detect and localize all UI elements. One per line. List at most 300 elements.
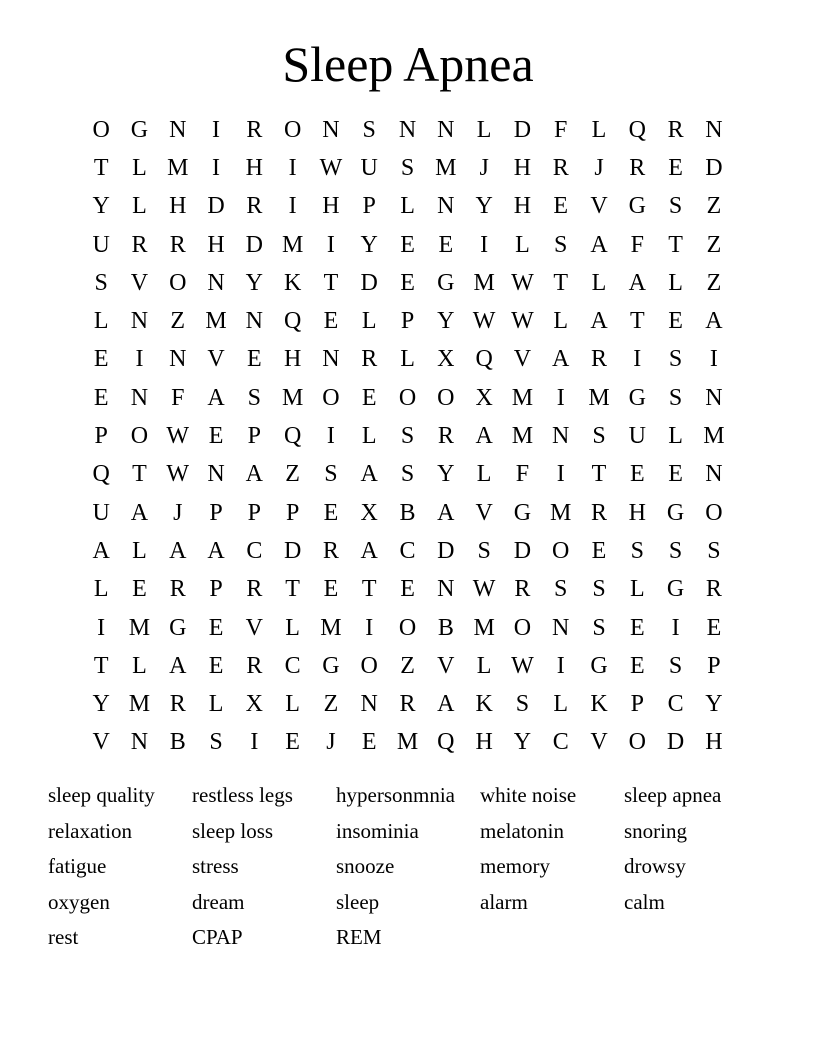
word-list-item: sleep quality <box>48 783 155 807</box>
grid-letter: V <box>130 269 149 296</box>
grid-letter: W <box>319 154 343 181</box>
grid-letter: A <box>207 384 225 411</box>
grid-letter: D <box>360 269 378 296</box>
grid-letter: Z <box>706 193 722 220</box>
grid-letter: F <box>630 231 644 258</box>
grid-letter: L <box>668 269 683 296</box>
grid-letter: E <box>323 499 339 526</box>
grid-letter: R <box>169 691 186 718</box>
grid-letter: B <box>169 729 186 756</box>
grid-letter: A <box>130 499 149 526</box>
grid-letter: D <box>207 193 225 220</box>
grid-letter: V <box>92 729 110 756</box>
word-list-item: insominia <box>336 818 419 843</box>
word-list-item: dream <box>192 889 245 914</box>
grid-letter: J <box>326 729 336 756</box>
grid-letter: E <box>438 231 454 258</box>
word-list-item: REM <box>336 925 382 949</box>
grid-letter: U <box>628 423 646 450</box>
word-list-item: relaxation <box>48 818 132 843</box>
grid-letter: M <box>511 423 534 450</box>
word-list-item: restless legs <box>192 783 293 807</box>
grid-letter: N <box>705 116 723 143</box>
grid-letter: R <box>246 193 263 220</box>
grid-letter: M <box>128 691 151 718</box>
grid-letter: G <box>590 652 608 679</box>
grid-letter: J <box>594 154 604 181</box>
grid-letter: T <box>591 461 607 488</box>
word-list-item: calm <box>624 889 665 914</box>
grid-letter: P <box>630 691 644 718</box>
grid-letter: L <box>285 691 300 718</box>
grid-letter: G <box>666 499 685 526</box>
grid-letter: E <box>591 537 607 564</box>
grid-letter: M <box>550 499 572 526</box>
grid-letter: U <box>92 231 110 258</box>
grid-letter: S <box>477 537 491 564</box>
word-list-item: snooze <box>336 854 395 878</box>
grid-letter: F <box>171 384 185 411</box>
grid-letter: I <box>288 193 297 220</box>
grid-letter: Y <box>437 461 455 488</box>
grid-letter: M <box>473 614 495 641</box>
grid-letter: N <box>552 614 570 641</box>
grid-letter: R <box>322 537 339 564</box>
grid-letter: P <box>707 652 721 679</box>
grid-letter: W <box>166 461 190 488</box>
grid-letter: R <box>131 231 148 258</box>
grid-letter: R <box>591 499 608 526</box>
grid-letter: T <box>132 461 147 488</box>
grid-letter: E <box>629 652 645 679</box>
grid-letter: W <box>511 269 534 296</box>
grid-letter: O <box>169 269 187 296</box>
grid-letter: O <box>552 537 570 564</box>
grid-letter: L <box>361 308 377 335</box>
grid-letter: S <box>668 537 683 564</box>
grid-letter: A <box>437 691 455 718</box>
grid-letter: E <box>400 231 415 258</box>
grid-letter: I <box>97 614 106 641</box>
grid-letter: S <box>515 691 530 718</box>
grid-letter: T <box>323 269 339 296</box>
grid-letter: I <box>135 346 144 373</box>
grid-letter: R <box>705 576 722 603</box>
grid-letter: B <box>399 499 416 526</box>
grid-letter: I <box>671 614 680 641</box>
grid-letter: S <box>362 116 376 143</box>
grid-letter: R <box>169 576 186 603</box>
grid-letter: I <box>212 116 221 143</box>
grid-letter: H <box>513 193 532 220</box>
grid-letter: M <box>167 154 189 181</box>
grid-letter: A <box>590 308 608 335</box>
grid-letter: O <box>322 384 340 411</box>
grid-letter: L <box>553 308 569 335</box>
grid-letter: I <box>250 729 259 756</box>
grid-letter: P <box>285 499 300 526</box>
grid-letter: A <box>437 499 455 526</box>
grid-letter: I <box>326 231 335 258</box>
grid-letter: I <box>633 346 642 373</box>
grid-letter: T <box>668 231 683 258</box>
grid-letter: M <box>703 423 725 450</box>
grid-letter: E <box>361 384 377 411</box>
grid-letter: A <box>92 537 110 564</box>
grid-letter: E <box>93 384 109 411</box>
grid-letter: H <box>169 193 187 220</box>
grid-letter: R <box>552 154 569 181</box>
grid-letter: N <box>130 384 149 411</box>
grid-letter: A <box>552 346 570 373</box>
grid-letter: E <box>208 423 224 450</box>
grid-letter: H <box>283 346 302 373</box>
grid-letter: E <box>132 576 147 603</box>
grid-letter: H <box>705 729 723 756</box>
grid-letter: H <box>245 154 263 181</box>
grid-letter: E <box>247 346 262 373</box>
word-list-item: memory <box>480 854 550 878</box>
grid-letter: O <box>398 614 417 641</box>
grid-letter: E <box>93 346 109 373</box>
grid-letter: L <box>400 346 415 373</box>
grid-letter: R <box>169 231 186 258</box>
grid-letter: I <box>326 423 335 450</box>
grid-letter: S <box>400 154 415 181</box>
grid-letter: E <box>629 614 645 641</box>
grid-letter: W <box>472 308 496 335</box>
grid-letter: E <box>668 154 683 181</box>
grid-letter: M <box>396 729 419 756</box>
grid-letter: R <box>629 154 646 181</box>
grid-letter: D <box>283 537 302 564</box>
grid-letter: N <box>437 116 455 143</box>
grid-letter: L <box>553 691 569 718</box>
grid-letter: L <box>476 652 492 679</box>
grid-letter: G <box>513 499 532 526</box>
grid-letter: J <box>173 499 183 526</box>
grid-letter: S <box>592 423 606 450</box>
grid-letter: C <box>284 652 301 679</box>
grid-letter: I <box>365 614 374 641</box>
grid-letter: P <box>362 193 376 220</box>
grid-letter: Y <box>245 269 263 296</box>
grid-letter: N <box>705 384 723 411</box>
grid-letter: H <box>207 231 225 258</box>
grid-letter: I <box>556 652 565 679</box>
grid-letter: B <box>437 614 454 641</box>
grid-letter: E <box>400 576 415 603</box>
grid-letter: E <box>668 461 683 488</box>
grid-letter: S <box>247 384 262 411</box>
grid-letter: W <box>472 576 496 603</box>
grid-letter: O <box>398 384 417 411</box>
grid-letter: L <box>93 576 109 603</box>
grid-letter: P <box>247 423 262 450</box>
word-list <box>48 778 768 956</box>
grid-letter: R <box>437 423 454 450</box>
grid-letter: Q <box>437 729 455 756</box>
grid-letter: Y <box>92 691 110 718</box>
grid-letter: N <box>322 116 340 143</box>
grid-letter: H <box>475 729 493 756</box>
grid-letter: Q <box>283 423 302 450</box>
grid-letter: I <box>556 461 565 488</box>
grid-letter: E <box>706 614 722 641</box>
grid-letter: L <box>285 614 300 641</box>
grid-letter: L <box>132 154 147 181</box>
word-list-item: alarm <box>480 889 528 914</box>
grid-letter: V <box>437 652 455 679</box>
grid-letter: N <box>552 423 570 450</box>
grid-letter: I <box>288 154 297 181</box>
grid-letter: L <box>476 461 492 488</box>
grid-letter: N <box>322 346 340 373</box>
grid-letter: E <box>323 308 339 335</box>
grid-letter: S <box>707 537 721 564</box>
grid-letter: F <box>554 116 568 143</box>
grid-letter: S <box>668 193 683 220</box>
grid-letter: M <box>205 308 227 335</box>
grid-letter: A <box>705 308 723 335</box>
grid-letter: Q <box>628 116 646 143</box>
grid-letter: E <box>361 729 377 756</box>
grid-letter: Q <box>92 461 110 488</box>
grid-letter: N <box>360 691 378 718</box>
grid-letter: V <box>207 346 225 373</box>
grid-letter: X <box>245 691 263 718</box>
grid-letter: Z <box>323 691 339 718</box>
grid-letter: I <box>709 346 718 373</box>
grid-letter: M <box>473 269 495 296</box>
grid-letter: N <box>207 461 225 488</box>
grid-letter: Y <box>513 729 532 756</box>
grid-letter: E <box>208 652 224 679</box>
grid-letter: K <box>283 269 302 296</box>
grid-letter: L <box>476 116 492 143</box>
grid-letter: M <box>281 384 304 411</box>
grid-letter: E <box>285 729 300 756</box>
grid-letter: M <box>588 384 610 411</box>
grid-letter: T <box>93 154 109 181</box>
page-title: Sleep Apnea <box>282 36 534 92</box>
grid-letter: N <box>207 269 225 296</box>
grid-letter: S <box>554 231 568 258</box>
grid-letter: N <box>130 729 149 756</box>
grid-letter: D <box>705 154 723 181</box>
grid-letter: R <box>591 346 608 373</box>
grid-letter: V <box>513 346 532 373</box>
grid-letter: L <box>515 231 530 258</box>
grid-letter: S <box>400 461 415 488</box>
grid-letter: T <box>629 308 645 335</box>
word-list-item: oxygen <box>48 889 110 914</box>
grid-letter: V <box>590 193 608 220</box>
grid-letter: R <box>514 576 531 603</box>
grid-letter: O <box>283 116 302 143</box>
grid-letter: A <box>475 423 493 450</box>
grid-letter: N <box>437 193 455 220</box>
grid-letter: V <box>590 729 608 756</box>
grid-letter: T <box>361 576 377 603</box>
grid-letter: N <box>437 576 455 603</box>
grid-letter: I <box>556 384 565 411</box>
grid-letter: S <box>324 461 338 488</box>
grid-letter: H <box>628 499 646 526</box>
grid-letter: K <box>475 691 493 718</box>
grid-letter: Y <box>475 193 493 220</box>
grid-letter: G <box>322 652 340 679</box>
grid-letter: O <box>705 499 723 526</box>
grid-letter: C <box>552 729 569 756</box>
grid-letter: M <box>128 614 151 641</box>
grid-letter: L <box>668 423 683 450</box>
grid-letter: Q <box>283 308 302 335</box>
grid-letter: X <box>475 384 493 411</box>
grid-letter: W <box>166 423 190 450</box>
grid-letter: N <box>398 116 417 143</box>
grid-letter: A <box>590 231 608 258</box>
grid-letter: U <box>92 499 110 526</box>
grid-letter: D <box>437 537 455 564</box>
word-list-item: stress <box>192 854 239 878</box>
grid-letter: R <box>399 691 416 718</box>
grid-letter: L <box>591 269 607 296</box>
grid-letter: O <box>360 652 378 679</box>
grid-letter: A <box>360 461 378 488</box>
grid-letter: C <box>246 537 263 564</box>
grid-letter: M <box>435 154 457 181</box>
word-list-item: sleep <box>336 889 380 914</box>
grid-letter: L <box>132 537 147 564</box>
word-list-item: rest <box>48 925 79 949</box>
grid-letter: P <box>94 423 108 450</box>
grid-letter: A <box>628 269 646 296</box>
grid-letter: M <box>320 614 342 641</box>
grid-letter: E <box>208 614 224 641</box>
grid-letter: C <box>667 691 684 718</box>
grid-letter: S <box>209 729 223 756</box>
grid-letter: E <box>553 193 569 220</box>
grid-letter: Y <box>437 308 455 335</box>
grid-letter: O <box>628 729 646 756</box>
grid-letter: G <box>437 269 455 296</box>
grid-letter: D <box>245 231 263 258</box>
grid-letter: L <box>591 116 607 143</box>
grid-letter: A <box>245 461 263 488</box>
grid-letter: J <box>479 154 489 181</box>
grid-letter: C <box>399 537 416 564</box>
grid-letter: E <box>323 576 339 603</box>
grid-letter: T <box>285 576 300 603</box>
grid-letter: Y <box>360 231 378 258</box>
grid-letter: S <box>94 269 108 296</box>
grid-letter: S <box>668 346 683 373</box>
letter-grid <box>82 111 733 762</box>
grid-letter: N <box>705 461 723 488</box>
grid-letter: M <box>281 231 304 258</box>
grid-letter: V <box>475 499 493 526</box>
grid-letter: S <box>400 423 415 450</box>
grid-letter: X <box>360 499 378 526</box>
grid-letter: K <box>590 691 608 718</box>
grid-letter: S <box>592 576 606 603</box>
grid-letter: S <box>554 576 568 603</box>
grid-letter: Q <box>475 346 493 373</box>
grid-letter: L <box>361 423 377 450</box>
grid-letter: Z <box>706 269 722 296</box>
grid-letter: R <box>667 116 684 143</box>
grid-letter: Z <box>706 231 722 258</box>
grid-letter: R <box>246 652 263 679</box>
word-list-item: sleep loss <box>192 818 274 843</box>
word-list-item: snoring <box>624 818 687 843</box>
word-list-item: melatonin <box>480 818 564 843</box>
grid-letter: N <box>169 116 187 143</box>
grid-letter: H <box>322 193 340 220</box>
grid-letter: R <box>361 346 378 373</box>
grid-letter: Y <box>92 193 110 220</box>
grid-letter: O <box>92 116 110 143</box>
grid-letter: S <box>668 652 683 679</box>
grid-letter: A <box>169 537 187 564</box>
grid-letter: V <box>245 614 263 641</box>
grid-letter: U <box>360 154 378 181</box>
grid-letter: G <box>628 193 646 220</box>
grid-letter: E <box>629 461 645 488</box>
grid-letter: D <box>666 729 685 756</box>
grid-letter: I <box>480 231 489 258</box>
grid-letter: L <box>132 652 147 679</box>
word-list-item: CPAP <box>192 925 243 949</box>
grid-letter: Y <box>705 691 723 718</box>
grid-letter: P <box>209 576 223 603</box>
grid-letter: Z <box>400 652 415 679</box>
grid-letter: O <box>130 423 149 450</box>
grid-letter: G <box>169 614 187 641</box>
grid-letter: F <box>515 461 530 488</box>
word-list-item: white noise <box>480 783 577 807</box>
grid-letter: P <box>209 499 223 526</box>
grid-letter: S <box>668 384 683 411</box>
grid-letter: M <box>511 384 534 411</box>
grid-letter: S <box>592 614 606 641</box>
grid-letter: X <box>437 346 455 373</box>
grid-letter: L <box>132 193 147 220</box>
grid-letter: P <box>400 308 415 335</box>
grid-letter: O <box>513 614 532 641</box>
grid-letter: A <box>169 652 187 679</box>
grid-letter: I <box>212 154 221 181</box>
grid-letter: L <box>400 193 415 220</box>
grid-letter: A <box>207 537 225 564</box>
grid-letter: R <box>246 116 263 143</box>
grid-letter: A <box>360 537 378 564</box>
grid-letter: N <box>130 308 149 335</box>
grid-letter: P <box>247 499 262 526</box>
grid-letter: O <box>437 384 455 411</box>
grid-letter: S <box>630 537 644 564</box>
word-list-item: hypersonmnia <box>336 783 455 807</box>
grid-letter: G <box>628 384 646 411</box>
grid-letter: Z <box>285 461 300 488</box>
grid-letter: H <box>513 154 532 181</box>
grid-letter: N <box>169 346 187 373</box>
grid-letter: L <box>629 576 645 603</box>
grid-letter: Z <box>170 308 186 335</box>
grid-letter: D <box>513 116 532 143</box>
grid-letter: E <box>400 269 415 296</box>
